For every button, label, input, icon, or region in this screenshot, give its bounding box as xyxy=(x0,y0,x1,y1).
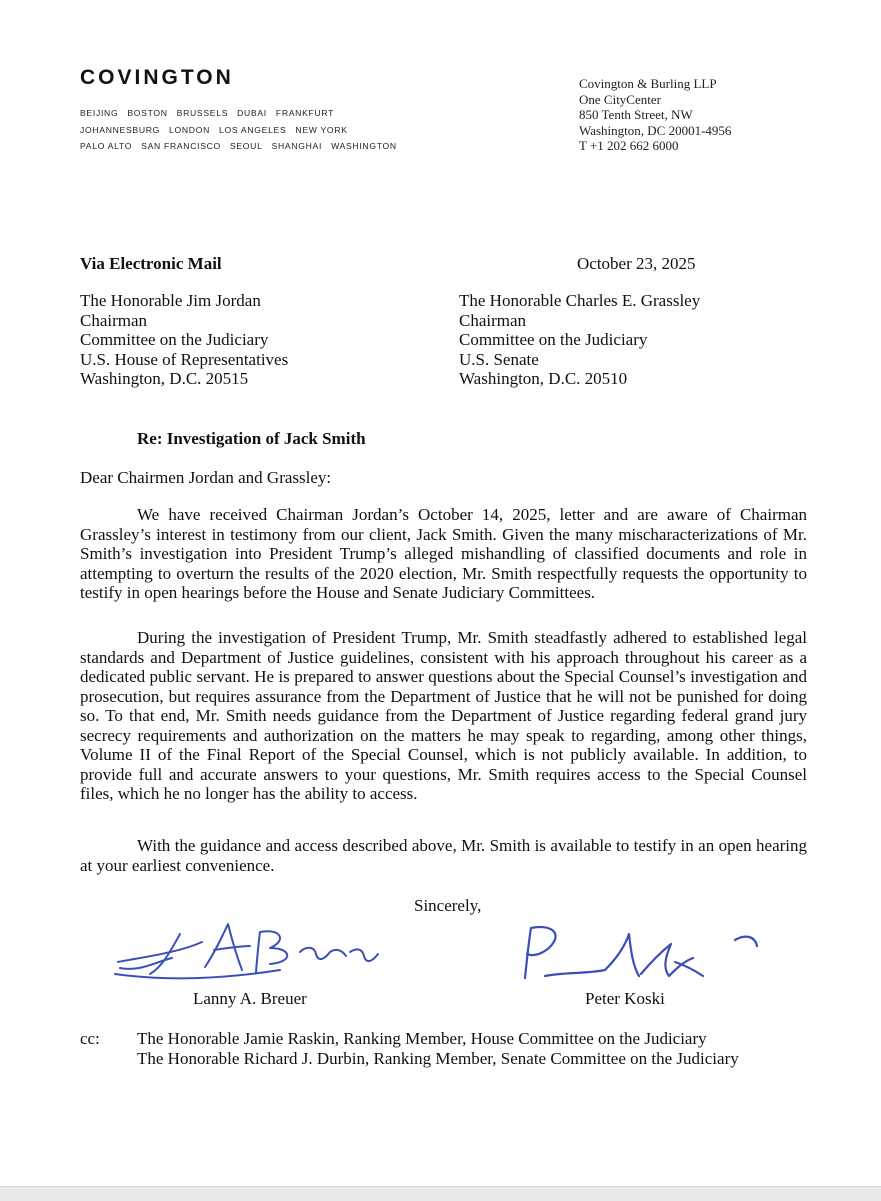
recipient-committee: Committee on the Judiciary xyxy=(80,330,269,350)
firm-name: Covington & Burling LLP xyxy=(579,76,717,91)
office-list xyxy=(80,105,406,155)
salutation: Dear Chairmen Jordan and Grassley: xyxy=(80,468,332,487)
recipient-chamber: U.S. House of Representatives xyxy=(80,349,289,369)
office-name: BEIJING xyxy=(80,108,119,118)
cc-label: cc: xyxy=(80,1029,100,1048)
recipient-city: Washington, D.C. 20515 xyxy=(80,369,249,389)
office-name: DUBAI xyxy=(237,108,267,118)
subject-line: Re: Investigation of Jack Smith xyxy=(137,429,366,448)
recipient-title: Chairman xyxy=(80,310,148,330)
office-name: LONDON xyxy=(169,124,210,135)
recipient-address xyxy=(459,291,700,389)
office-name: WASHINGTON xyxy=(331,141,397,151)
recipient-name: The Honorable Jim Jordan xyxy=(80,291,261,310)
signature-breuer xyxy=(110,912,385,982)
office-row xyxy=(80,138,406,155)
office-name: SAN FRANCISCO xyxy=(141,141,221,151)
office-name: JOHANNESBURG xyxy=(80,124,161,135)
office-name: SHANGHAI xyxy=(271,141,323,151)
firm-street: 850 Tenth Street, NW xyxy=(579,107,693,123)
cc-list xyxy=(137,1029,739,1068)
recipient-chamber: U.S. Senate xyxy=(459,349,539,369)
signatory-name: Peter Koski xyxy=(585,989,665,1008)
office-name: BRUSSELS xyxy=(176,108,229,118)
office-name: FRANKFURT xyxy=(275,108,335,118)
letter-date: October 23, 2025 xyxy=(577,254,696,273)
firm-logo: COVINGTON xyxy=(80,66,234,89)
signature-koski xyxy=(505,918,765,988)
body-paragraph: We have received Chairman Jordan’s October 14, 2025, letter and are aware of Chairman Grassley’s interest in testimony from our client, Jack Smith. Given the many mischaracterizations of Mr. Smith’s investigation into President Trump’s alleged mishandling of classified documents and role in attempting to overturn the results of the 2020 election, Mr. Smith respectfully requests the opportunity to testify in open hearings before the House and Senate Judiciary Committees. xyxy=(80,505,807,602)
office-row xyxy=(80,122,406,139)
firm-phone: T +1 202 662 6000 xyxy=(579,138,679,154)
firm-city: Washington, DC 20001-4956 xyxy=(579,122,732,138)
office-name: LOS ANGELES xyxy=(219,124,287,135)
body-paragraph: With the guidance and access described above, Mr. Smith is available to testify in an open hearing at your earliest convenience. xyxy=(80,836,807,875)
firm-address xyxy=(579,76,731,154)
office-name: NEW YORK xyxy=(295,124,348,135)
body-paragraph: During the investigation of President Trump, Mr. Smith steadfastly adhered to established legal standards and Department of Justice guidelines, consistent with his approach throughout his career as a dedicated public servant. He is prepared to answer questions about the Special Counsel’s investigation and prosecution, but requires assurance from the Department of Justice that he will not be punished for doing so. To that end, Mr. Smith needs guidance from the Department of Justice regarding federal grand jury secrecy requirements and authorization on the matters he may speak to regarding, among other things, Volume II of the Final Report of the Special Counsel, which is not publicly available. In addition, to provide full and accurate answers to your questions, Mr. Smith requires access to the Special Counsel files, which he no longer has the ability to access. xyxy=(80,628,807,803)
recipient-committee: Committee on the Judiciary xyxy=(459,330,648,350)
office-name: BOSTON xyxy=(127,108,168,118)
cc-recipient: The Honorable Richard J. Durbin, Ranking Member, Senate Committee on the Judiciary xyxy=(137,1048,739,1068)
closing: Sincerely, xyxy=(414,896,482,915)
recipient-city: Washington, D.C. 20510 xyxy=(459,369,628,389)
cc-recipient: The Honorable Jamie Raskin, Ranking Member, House Committee on the Judiciary xyxy=(137,1029,707,1048)
firm-building: One CityCenter xyxy=(579,91,661,107)
signatory-name: Lanny A. Breuer xyxy=(193,989,307,1008)
bottom-edge-bar xyxy=(0,1186,881,1201)
recipient-title: Chairman xyxy=(459,310,527,330)
office-name: SEOUL xyxy=(229,141,263,151)
recipient-name: The Honorable Charles E. Grassley xyxy=(459,291,701,310)
delivery-method: Via Electronic Mail xyxy=(80,254,222,273)
office-name: PALO ALTO xyxy=(80,141,133,151)
office-row xyxy=(80,105,406,122)
recipient-address xyxy=(80,291,288,389)
